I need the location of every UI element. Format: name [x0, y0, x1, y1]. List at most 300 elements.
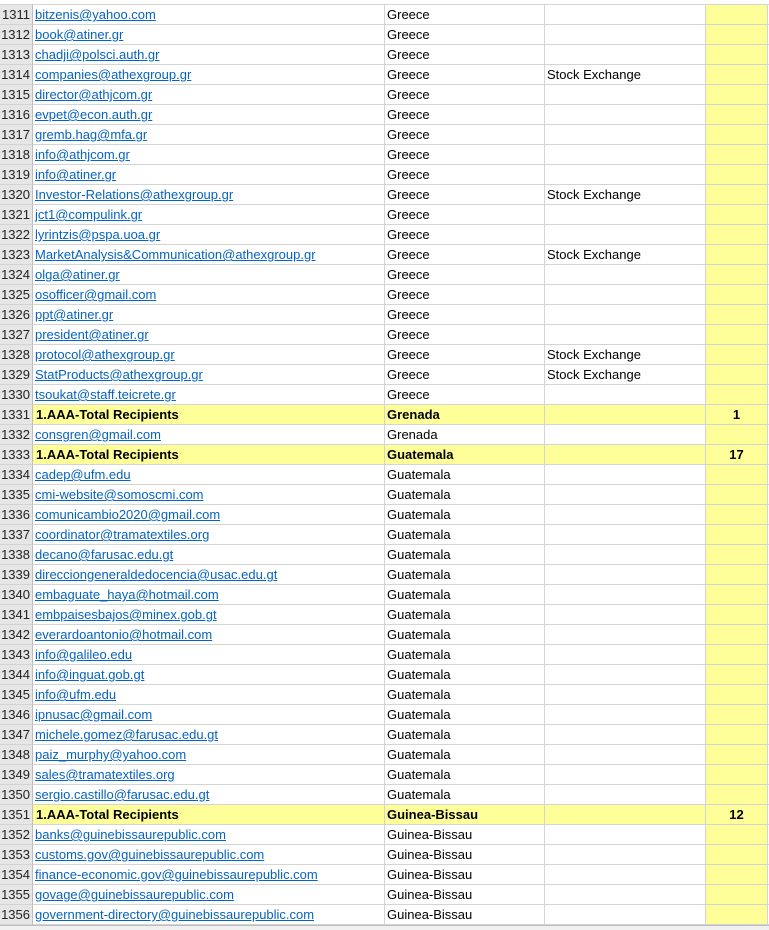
count-cell[interactable]: [706, 325, 768, 345]
row-number-header[interactable]: 1342: [0, 625, 33, 645]
email-hyperlink[interactable]: bitzenis@yahoo.com: [35, 7, 156, 22]
note-cell[interactable]: [545, 905, 706, 925]
country-cell[interactable]: Guatemala: [385, 625, 545, 645]
table-row: [0, 705, 769, 725]
country-cell[interactable]: Guatemala: [385, 645, 545, 665]
email-hyperlink[interactable]: info@galileo.edu: [35, 647, 133, 662]
email-hyperlink[interactable]: everardoantonio@hotmail.com: [35, 627, 213, 642]
email-hyperlink[interactable]: finance-economic.gov@guinebissaurepublic.com: [35, 867, 318, 882]
country-cell[interactable]: Grenada: [385, 405, 545, 425]
email-hyperlink[interactable]: consgren@gmail.com: [35, 427, 161, 442]
email-hyperlink[interactable]: customs.gov@guinebissaurepublic.com: [35, 847, 265, 862]
note-cell[interactable]: [545, 665, 706, 685]
email-hyperlink[interactable]: ppt@atiner.gr: [35, 307, 114, 322]
country-cell[interactable]: Greece: [385, 145, 545, 165]
row-number-header[interactable]: 1355: [0, 885, 33, 905]
email-hyperlink[interactable]: embpaisesbajos@minex.gob.gt: [35, 607, 217, 622]
email-hyperlink[interactable]: banks@guinebissaurepublic.com: [35, 827, 226, 842]
email-hyperlink[interactable]: osofficer@gmail.com: [35, 287, 157, 302]
country-cell[interactable]: Greece: [385, 345, 545, 365]
country-cell[interactable]: Guatemala: [385, 745, 545, 765]
email-hyperlink[interactable]: chadji@polsci.auth.gr: [35, 47, 160, 62]
note-cell[interactable]: [545, 885, 706, 905]
count-cell[interactable]: [706, 705, 768, 725]
country-cell[interactable]: Greece: [385, 245, 545, 265]
country-cell[interactable]: Greece: [385, 125, 545, 145]
table-row: [0, 885, 769, 905]
email-hyperlink[interactable]: info@athjcom.gr: [35, 147, 130, 162]
count-cell[interactable]: [706, 645, 768, 665]
row-number-header[interactable]: 1324: [0, 265, 33, 285]
count-cell[interactable]: [706, 145, 768, 165]
email-hyperlink[interactable]: evpet@econ.auth.gr: [35, 107, 153, 122]
email-link-cell[interactable]: [33, 305, 385, 325]
table-row: [0, 205, 769, 225]
row-number-header[interactable]: 1321: [0, 205, 33, 225]
row-number-header[interactable]: 1346: [0, 705, 33, 725]
email-link-cell[interactable]: [33, 5, 385, 25]
horizontal-scrollbar[interactable]: [0, 925, 769, 930]
row-number-header[interactable]: 1328: [0, 345, 33, 365]
row-number-header[interactable]: 1334: [0, 465, 33, 485]
count-cell[interactable]: [706, 425, 768, 445]
count-cell[interactable]: [706, 345, 768, 365]
count-cell[interactable]: [706, 65, 768, 85]
email-hyperlink[interactable]: government-directory@guinebissaurepublic.com: [35, 907, 315, 922]
total-label-cell[interactable]: 1.AAA-Total Recipients: [33, 405, 385, 425]
row-number-header[interactable]: 1340: [0, 585, 33, 605]
row-number-header[interactable]: 1330: [0, 385, 33, 405]
email-link-cell[interactable]: [33, 785, 385, 805]
email-hyperlink[interactable]: jct1@compulink.gr: [35, 207, 143, 222]
row-number-header[interactable]: 1345: [0, 685, 33, 705]
note-cell[interactable]: Stock Exchange: [545, 185, 706, 205]
email-link-cell[interactable]: [33, 845, 385, 865]
count-cell[interactable]: [706, 465, 768, 485]
country-cell[interactable]: Greece: [385, 265, 545, 285]
email-link-cell[interactable]: [33, 465, 385, 485]
count-cell[interactable]: [706, 205, 768, 225]
count-cell[interactable]: [706, 245, 768, 265]
email-link-cell[interactable]: [33, 245, 385, 265]
note-cell[interactable]: [545, 545, 706, 565]
email-hyperlink[interactable]: info@atiner.gr: [35, 167, 117, 182]
email-link-cell[interactable]: [33, 565, 385, 585]
email-hyperlink[interactable]: decano@farusac.edu.gt: [35, 547, 174, 562]
country-cell[interactable]: Greece: [385, 325, 545, 345]
email-hyperlink[interactable]: tsoukat@staff.teicrete.gr: [35, 387, 176, 402]
note-cell[interactable]: [545, 325, 706, 345]
row-number-header[interactable]: 1323: [0, 245, 33, 265]
note-cell[interactable]: [545, 265, 706, 285]
row-number-header[interactable]: 1312: [0, 25, 33, 45]
note-cell[interactable]: [545, 485, 706, 505]
email-link-cell[interactable]: [33, 145, 385, 165]
email-hyperlink[interactable]: info@ufm.edu: [35, 687, 117, 702]
count-cell[interactable]: [706, 565, 768, 585]
count-cell[interactable]: [706, 845, 768, 865]
count-cell[interactable]: [706, 625, 768, 645]
email-link-cell[interactable]: [33, 825, 385, 845]
email-link-cell[interactable]: [33, 765, 385, 785]
note-cell[interactable]: [545, 605, 706, 625]
email-link-cell[interactable]: [33, 265, 385, 285]
email-link-cell[interactable]: [33, 585, 385, 605]
note-cell[interactable]: [545, 425, 706, 445]
email-hyperlink[interactable]: coordinator@tramatextiles.org: [35, 527, 210, 542]
row-number-header[interactable]: 1313: [0, 45, 33, 65]
table-row: [0, 305, 769, 325]
email-hyperlink[interactable]: gremb.hag@mfa.gr: [35, 127, 148, 142]
row-number-header[interactable]: 1353: [0, 845, 33, 865]
note-cell[interactable]: [545, 625, 706, 645]
country-cell[interactable]: Guatemala: [385, 605, 545, 625]
count-cell[interactable]: [706, 665, 768, 685]
email-hyperlink[interactable]: companies@athexgroup.gr: [35, 67, 192, 82]
email-hyperlink[interactable]: paiz_murphy@yahoo.com: [35, 747, 187, 762]
email-link-cell[interactable]: [33, 165, 385, 185]
country-cell[interactable]: Guinea-Bissau: [385, 865, 545, 885]
count-cell[interactable]: [706, 785, 768, 805]
total-label-cell[interactable]: 1.AAA-Total Recipients: [33, 445, 385, 465]
email-hyperlink[interactable]: book@atiner.gr: [35, 27, 124, 42]
note-cell[interactable]: Stock Exchange: [545, 345, 706, 365]
row-number-header[interactable]: 1322: [0, 225, 33, 245]
email-link-cell[interactable]: [33, 605, 385, 625]
row-number-header[interactable]: 1337: [0, 525, 33, 545]
email-hyperlink[interactable]: director@athjcom.gr: [35, 87, 153, 102]
row-number-header[interactable]: 1325: [0, 285, 33, 305]
table-row: [0, 725, 769, 745]
count-cell[interactable]: 1: [706, 405, 768, 425]
email-link-cell[interactable]: [33, 865, 385, 885]
note-cell[interactable]: [545, 685, 706, 705]
email-link-cell[interactable]: [33, 705, 385, 725]
country-cell[interactable]: Greece: [385, 5, 545, 25]
table-row: [0, 785, 769, 805]
row-number-header[interactable]: 1351: [0, 805, 33, 825]
note-cell[interactable]: [545, 125, 706, 145]
note-cell[interactable]: [545, 225, 706, 245]
table-row: [0, 665, 769, 685]
note-cell[interactable]: [545, 285, 706, 305]
count-cell[interactable]: [706, 525, 768, 545]
country-cell[interactable]: Guatemala: [385, 565, 545, 585]
row-number-header[interactable]: 1331: [0, 405, 33, 425]
note-cell[interactable]: Stock Exchange: [545, 365, 706, 385]
country-cell[interactable]: Guatemala: [385, 685, 545, 705]
country-cell[interactable]: Greece: [385, 385, 545, 405]
email-link-cell[interactable]: [33, 325, 385, 345]
email-link-cell[interactable]: [33, 665, 385, 685]
table-row: [0, 385, 769, 405]
email-link-cell[interactable]: [33, 345, 385, 365]
email-link-cell[interactable]: [33, 725, 385, 745]
row-number-header[interactable]: 1314: [0, 65, 33, 85]
email-link-cell[interactable]: [33, 285, 385, 305]
email-link-cell[interactable]: [33, 385, 385, 405]
country-cell[interactable]: Guinea-Bissau: [385, 905, 545, 925]
country-cell[interactable]: Greece: [385, 165, 545, 185]
note-cell[interactable]: [545, 565, 706, 585]
count-cell[interactable]: [706, 765, 768, 785]
email-link-cell[interactable]: [33, 125, 385, 145]
note-cell[interactable]: [545, 5, 706, 25]
email-link-cell[interactable]: [33, 45, 385, 65]
note-cell[interactable]: [545, 85, 706, 105]
row-number-header[interactable]: 1327: [0, 325, 33, 345]
table-row: [0, 485, 769, 505]
email-link-cell[interactable]: [33, 225, 385, 245]
email-hyperlink[interactable]: govage@guinebissaurepublic.com: [35, 887, 234, 902]
note-cell[interactable]: [545, 525, 706, 545]
email-link-cell[interactable]: [33, 525, 385, 545]
count-cell[interactable]: [706, 545, 768, 565]
count-cell[interactable]: [706, 305, 768, 325]
country-cell[interactable]: Grenada: [385, 425, 545, 445]
note-cell[interactable]: [545, 165, 706, 185]
row-number-header[interactable]: 1311: [0, 5, 33, 25]
country-cell[interactable]: Greece: [385, 45, 545, 65]
country-cell[interactable]: Greece: [385, 25, 545, 45]
country-cell[interactable]: Guinea-Bissau: [385, 885, 545, 905]
note-cell[interactable]: [545, 845, 706, 865]
email-hyperlink[interactable]: michele.gomez@farusac.edu.gt: [35, 727, 219, 742]
count-cell[interactable]: [706, 385, 768, 405]
row-number-header[interactable]: 1343: [0, 645, 33, 665]
country-cell[interactable]: Guatemala: [385, 665, 545, 685]
email-hyperlink[interactable]: direcciongeneraldedocencia@usac.edu.gt: [35, 567, 278, 582]
count-cell[interactable]: [706, 885, 768, 905]
email-hyperlink[interactable]: olga@atiner.gr: [35, 267, 120, 282]
row-number-header[interactable]: 1333: [0, 445, 33, 465]
email-link-cell[interactable]: [33, 905, 385, 925]
email-hyperlink[interactable]: lyrintzis@pspa.uoa.gr: [35, 227, 161, 242]
count-cell[interactable]: [706, 905, 768, 925]
country-cell[interactable]: Guinea-Bissau: [385, 825, 545, 845]
note-cell[interactable]: [545, 705, 706, 725]
country-cell[interactable]: Greece: [385, 365, 545, 385]
country-cell[interactable]: Guinea-Bissau: [385, 845, 545, 865]
count-cell[interactable]: [706, 825, 768, 845]
row-number-header[interactable]: 1318: [0, 145, 33, 165]
email-link-cell[interactable]: [33, 685, 385, 705]
count-cell[interactable]: 17: [706, 445, 768, 465]
note-cell[interactable]: [545, 645, 706, 665]
count-cell[interactable]: [706, 25, 768, 45]
row-number-header[interactable]: 1329: [0, 365, 33, 385]
note-cell[interactable]: Stock Exchange: [545, 65, 706, 85]
row-number-header[interactable]: 1354: [0, 865, 33, 885]
email-link-cell[interactable]: [33, 485, 385, 505]
row-number-header[interactable]: 1339: [0, 565, 33, 585]
row-number-header[interactable]: 1320: [0, 185, 33, 205]
country-cell[interactable]: Greece: [385, 105, 545, 125]
total-row: [0, 405, 769, 425]
count-cell[interactable]: [706, 225, 768, 245]
email-hyperlink[interactable]: embaguate_haya@hotmail.com: [35, 587, 219, 602]
table-row: [0, 165, 769, 185]
email-hyperlink[interactable]: MarketAnalysis&Communication@athexgroup.gr: [35, 247, 316, 262]
email-hyperlink[interactable]: sergio.castillo@farusac.edu.gt: [35, 787, 210, 802]
count-cell[interactable]: [706, 85, 768, 105]
email-link-cell[interactable]: [33, 365, 385, 385]
note-cell[interactable]: [545, 45, 706, 65]
table-row: [0, 865, 769, 885]
count-cell[interactable]: [706, 125, 768, 145]
country-cell[interactable]: Greece: [385, 185, 545, 205]
row-number-header[interactable]: 1344: [0, 665, 33, 685]
count-cell[interactable]: [706, 265, 768, 285]
note-cell[interactable]: [545, 505, 706, 525]
note-cell[interactable]: [545, 785, 706, 805]
country-cell[interactable]: Guinea-Bissau: [385, 805, 545, 825]
email-link-cell[interactable]: [33, 85, 385, 105]
count-cell[interactable]: [706, 585, 768, 605]
country-cell[interactable]: Guatemala: [385, 485, 545, 505]
table-row: [0, 5, 769, 25]
count-cell[interactable]: [706, 485, 768, 505]
row-number-header[interactable]: 1350: [0, 785, 33, 805]
count-cell[interactable]: [706, 165, 768, 185]
country-cell[interactable]: Guatemala: [385, 585, 545, 605]
table-row: [0, 525, 769, 545]
country-cell[interactable]: Guatemala: [385, 545, 545, 565]
count-cell[interactable]: [706, 105, 768, 125]
note-cell[interactable]: [545, 405, 706, 425]
note-cell[interactable]: [545, 765, 706, 785]
count-cell[interactable]: [706, 5, 768, 25]
table-row: [0, 185, 769, 205]
spreadsheet-grid[interactable]: [0, 5, 769, 925]
email-hyperlink[interactable]: comunicambio2020@gmail.com: [35, 507, 221, 522]
country-cell[interactable]: Guatemala: [385, 445, 545, 465]
count-cell[interactable]: [706, 865, 768, 885]
note-cell[interactable]: [545, 825, 706, 845]
note-cell[interactable]: [545, 205, 706, 225]
country-cell[interactable]: Guatemala: [385, 505, 545, 525]
table-row: [0, 745, 769, 765]
count-cell[interactable]: [706, 745, 768, 765]
email-link-cell[interactable]: [33, 105, 385, 125]
email-link-cell[interactable]: [33, 745, 385, 765]
country-cell[interactable]: Greece: [385, 225, 545, 245]
email-link-cell[interactable]: [33, 545, 385, 565]
note-cell[interactable]: [545, 25, 706, 45]
total-row: [0, 805, 769, 825]
row-number-header[interactable]: 1349: [0, 765, 33, 785]
note-cell[interactable]: [545, 745, 706, 765]
email-link-cell[interactable]: [33, 645, 385, 665]
country-cell[interactable]: Greece: [385, 85, 545, 105]
email-hyperlink[interactable]: info@inguat.gob.gt: [35, 667, 145, 682]
table-row: [0, 365, 769, 385]
row-number-header[interactable]: 1319: [0, 165, 33, 185]
table-row: [0, 25, 769, 45]
email-hyperlink[interactable]: protocol@athexgroup.gr: [35, 347, 175, 362]
email-hyperlink[interactable]: Investor-Relations@athexgroup.gr: [35, 187, 234, 202]
email-hyperlink[interactable]: cmi-website@somoscmi.com: [35, 487, 204, 502]
row-number-header[interactable]: 1348: [0, 745, 33, 765]
row-number-header[interactable]: 1347: [0, 725, 33, 745]
note-cell[interactable]: [545, 445, 706, 465]
note-cell[interactable]: [545, 305, 706, 325]
table-row: [0, 325, 769, 345]
row-number-header[interactable]: 1341: [0, 605, 33, 625]
count-cell[interactable]: [706, 45, 768, 65]
row-number-header[interactable]: 1316: [0, 105, 33, 125]
count-cell[interactable]: [706, 185, 768, 205]
email-link-cell[interactable]: [33, 885, 385, 905]
note-cell[interactable]: [545, 385, 706, 405]
email-hyperlink[interactable]: cadep@ufm.edu: [35, 467, 131, 482]
row-number-header[interactable]: 1332: [0, 425, 33, 445]
email-hyperlink[interactable]: sales@tramatextiles.org: [35, 767, 175, 782]
table-row: [0, 685, 769, 705]
table-row: [0, 225, 769, 245]
country-cell[interactable]: Guatemala: [385, 785, 545, 805]
count-cell[interactable]: [706, 505, 768, 525]
country-cell[interactable]: Guatemala: [385, 725, 545, 745]
country-cell[interactable]: Greece: [385, 205, 545, 225]
email-link-cell[interactable]: [33, 185, 385, 205]
count-cell[interactable]: [706, 685, 768, 705]
country-cell[interactable]: Guatemala: [385, 765, 545, 785]
email-link-cell[interactable]: [33, 65, 385, 85]
note-cell[interactable]: [545, 465, 706, 485]
country-cell[interactable]: Greece: [385, 285, 545, 305]
country-cell[interactable]: Greece: [385, 65, 545, 85]
email-link-cell[interactable]: [33, 205, 385, 225]
row-number-header[interactable]: 1338: [0, 545, 33, 565]
table-row: [0, 465, 769, 485]
note-cell[interactable]: [545, 145, 706, 165]
email-link-cell[interactable]: [33, 505, 385, 525]
note-cell[interactable]: [545, 865, 706, 885]
country-cell[interactable]: Greece: [385, 305, 545, 325]
count-cell[interactable]: [706, 285, 768, 305]
note-cell[interactable]: Stock Exchange: [545, 245, 706, 265]
row-number-header[interactable]: 1335: [0, 485, 33, 505]
country-cell[interactable]: Guatemala: [385, 525, 545, 545]
email-hyperlink[interactable]: ipnusac@gmail.com: [35, 707, 153, 722]
table-row: [0, 65, 769, 85]
row-number-header[interactable]: 1326: [0, 305, 33, 325]
row-number-header[interactable]: 1336: [0, 505, 33, 525]
total-row: [0, 445, 769, 465]
email-hyperlink[interactable]: StatProducts@athexgroup.gr: [35, 367, 203, 382]
country-cell[interactable]: Guatemala: [385, 705, 545, 725]
count-cell[interactable]: [706, 365, 768, 385]
email-hyperlink[interactable]: president@atiner.gr: [35, 327, 149, 342]
note-cell[interactable]: [545, 585, 706, 605]
row-number-header[interactable]: 1352: [0, 825, 33, 845]
count-cell[interactable]: 12: [706, 805, 768, 825]
count-cell[interactable]: [706, 725, 768, 745]
row-number-header[interactable]: 1317: [0, 125, 33, 145]
count-cell[interactable]: [706, 605, 768, 625]
row-number-header[interactable]: 1315: [0, 85, 33, 105]
row-number-header[interactable]: 1356: [0, 905, 33, 925]
email-link-cell[interactable]: [33, 625, 385, 645]
email-link-cell[interactable]: [33, 425, 385, 445]
note-cell[interactable]: [545, 105, 706, 125]
total-label-cell[interactable]: 1.AAA-Total Recipients: [33, 805, 385, 825]
note-cell[interactable]: [545, 725, 706, 745]
country-cell[interactable]: Guatemala: [385, 465, 545, 485]
email-link-cell[interactable]: [33, 25, 385, 45]
note-cell[interactable]: [545, 805, 706, 825]
